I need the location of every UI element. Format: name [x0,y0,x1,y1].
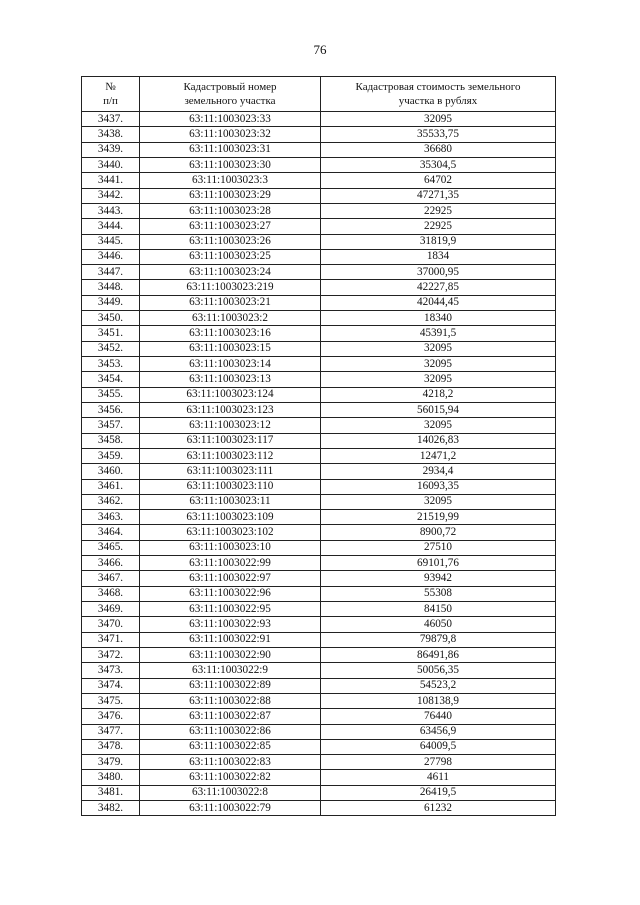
header-cadastral-number-line2: земельного участка [184,95,276,107]
cell-cadastral-value: 32095 [321,357,556,372]
header-cadastral-value-line2: участка в рублях [398,95,478,107]
cell-row-number: 3444. [82,219,140,234]
cell-row-number: 3437. [82,112,140,127]
cell-row-number: 3476. [82,709,140,724]
table-row [82,157,556,172]
cell-cadastral-number: 63:11:1003022:85 [140,739,321,754]
cell-cadastral-number: 63:11:1003023:15 [140,341,321,356]
table-row [82,234,556,249]
cell-row-number: 3479. [82,755,140,770]
table-row [82,494,556,509]
cell-cadastral-number: 63:11:1003022:82 [140,770,321,785]
cell-cadastral-number: 63:11:1003023:31 [140,142,321,157]
cell-cadastral-value: 35533,75 [321,127,556,142]
table-row [82,219,556,234]
cell-row-number: 3475. [82,693,140,708]
cell-row-number: 3456. [82,402,140,417]
cell-row-number: 3446. [82,249,140,264]
cell-cadastral-number: 63:11:1003023:25 [140,249,321,264]
cell-cadastral-value: 108138,9 [321,693,556,708]
table-row [82,203,556,218]
table-row [82,571,556,586]
header-cadastral-number-line1: Кадастровый номер [183,81,277,93]
table-row [82,188,556,203]
cell-cadastral-value: 12471,2 [321,448,556,463]
cell-cadastral-number: 63:11:1003023:30 [140,157,321,172]
cell-row-number: 3468. [82,586,140,601]
table-row [82,510,556,525]
cell-cadastral-number: 63:11:1003022:79 [140,801,321,816]
cell-cadastral-number: 63:11:1003023:219 [140,280,321,295]
table-row [82,724,556,739]
cell-cadastral-value: 37000,95 [321,265,556,280]
table-row [82,341,556,356]
table-row [82,556,556,571]
cell-cadastral-number: 63:11:1003022:99 [140,556,321,571]
table-row [82,755,556,770]
cell-cadastral-value: 76440 [321,709,556,724]
table-row [82,540,556,555]
cell-row-number: 3480. [82,770,140,785]
cell-row-number: 3458. [82,433,140,448]
cell-row-number: 3440. [82,157,140,172]
cell-cadastral-value: 4611 [321,770,556,785]
header-row-number-line1: № [105,81,116,93]
cell-cadastral-number: 63:11:1003023:117 [140,433,321,448]
cell-cadastral-number: 63:11:1003022:9 [140,663,321,678]
cell-cadastral-number: 63:11:1003023:109 [140,510,321,525]
table-row [82,617,556,632]
table-row [82,372,556,387]
cell-cadastral-number: 63:11:1003022:89 [140,678,321,693]
cell-cadastral-value: 2934,4 [321,464,556,479]
cell-row-number: 3443. [82,203,140,218]
cell-row-number: 3472. [82,647,140,662]
cell-row-number: 3482. [82,801,140,816]
cell-cadastral-number: 63:11:1003023:12 [140,418,321,433]
cell-row-number: 3441. [82,173,140,188]
cell-row-number: 3439. [82,142,140,157]
cell-cadastral-value: 42227,85 [321,280,556,295]
table-row [82,632,556,647]
table-row [82,295,556,310]
cell-row-number: 3467. [82,571,140,586]
table-row [82,739,556,754]
cell-cadastral-number: 63:11:1003022:95 [140,602,321,617]
cell-cadastral-number: 63:11:1003023:110 [140,479,321,494]
cell-row-number: 3462. [82,494,140,509]
cell-cadastral-value: 32095 [321,112,556,127]
header-row [82,77,556,112]
table-row [82,663,556,678]
cell-cadastral-number: 63:11:1003023:32 [140,127,321,142]
cell-row-number: 3442. [82,188,140,203]
cell-cadastral-value: 64702 [321,173,556,188]
table-row [82,586,556,601]
table-row [82,387,556,402]
table-row [82,785,556,800]
cell-row-number: 3455. [82,387,140,402]
cell-cadastral-value: 27798 [321,755,556,770]
cell-cadastral-number: 63:11:1003023:3 [140,173,321,188]
cell-cadastral-number: 63:11:1003023:27 [140,219,321,234]
table-row [82,693,556,708]
cell-cadastral-number: 63:11:1003023:123 [140,402,321,417]
cell-cadastral-number: 63:11:1003022:96 [140,586,321,601]
table-row [82,770,556,785]
cell-row-number: 3445. [82,234,140,249]
cell-cadastral-number: 63:11:1003022:91 [140,632,321,647]
cell-row-number: 3457. [82,418,140,433]
table-row [82,265,556,280]
cell-row-number: 3466. [82,556,140,571]
table-row [82,402,556,417]
cell-cadastral-value: 46050 [321,617,556,632]
page-number: 76 [313,42,327,57]
table-row [82,525,556,540]
cell-row-number: 3478. [82,739,140,754]
cell-cadastral-number: 63:11:1003023:124 [140,387,321,402]
cell-cadastral-number: 63:11:1003023:29 [140,188,321,203]
table-row [82,678,556,693]
cell-cadastral-value: 84150 [321,602,556,617]
cell-cadastral-number: 63:11:1003023:112 [140,448,321,463]
table-row [82,326,556,341]
cell-cadastral-value: 32095 [321,494,556,509]
table-row [82,357,556,372]
table-row [82,433,556,448]
table-row [82,448,556,463]
header-row-number-line2: п/п [103,95,118,107]
header-cadastral-value [321,77,556,112]
cell-cadastral-number: 63:11:1003023:21 [140,295,321,310]
cell-row-number: 3447. [82,265,140,280]
cell-cadastral-value: 86491,86 [321,647,556,662]
cell-cadastral-value: 27510 [321,540,556,555]
cell-row-number: 3448. [82,280,140,295]
cell-row-number: 3471. [82,632,140,647]
cell-row-number: 3463. [82,510,140,525]
cell-cadastral-number: 63:11:1003023:11 [140,494,321,509]
table-header [82,77,556,112]
cell-cadastral-value: 42044,45 [321,295,556,310]
cell-row-number: 3473. [82,663,140,678]
cell-cadastral-value: 4218,2 [321,387,556,402]
cell-cadastral-value: 55308 [321,586,556,601]
cell-cadastral-number: 63:11:1003023:102 [140,525,321,540]
cell-cadastral-number: 63:11:1003022:87 [140,709,321,724]
cell-cadastral-value: 31819,9 [321,234,556,249]
cell-cadastral-value: 64009,5 [321,739,556,754]
cell-cadastral-number: 63:11:1003023:10 [140,540,321,555]
cell-cadastral-value: 61232 [321,801,556,816]
cell-cadastral-value: 36680 [321,142,556,157]
table-row [82,801,556,816]
table-row [82,142,556,157]
cell-cadastral-number: 63:11:1003023:111 [140,464,321,479]
cell-row-number: 3450. [82,311,140,326]
table-row [82,249,556,264]
cell-cadastral-number: 63:11:1003023:33 [140,112,321,127]
cell-row-number: 3464. [82,525,140,540]
cell-cadastral-value: 47271,35 [321,188,556,203]
cell-row-number: 3465. [82,540,140,555]
cell-row-number: 3481. [82,785,140,800]
header-cadastral-value-line1: Кадастровая стоимость земельного [355,81,521,93]
table-row [82,602,556,617]
table-row [82,647,556,662]
table-row [82,112,556,127]
table-row [82,311,556,326]
cell-cadastral-number: 63:11:1003022:90 [140,647,321,662]
cell-cadastral-value: 8900,72 [321,525,556,540]
cell-cadastral-value: 14026,83 [321,433,556,448]
table-row [82,479,556,494]
cell-cadastral-value: 93942 [321,571,556,586]
cell-row-number: 3460. [82,464,140,479]
cell-cadastral-value: 63456,9 [321,724,556,739]
cell-cadastral-value: 32095 [321,372,556,387]
cell-cadastral-value: 1834 [321,249,556,264]
cell-cadastral-number: 63:11:1003023:2 [140,311,321,326]
cell-cadastral-number: 63:11:1003022:83 [140,755,321,770]
table-row [82,418,556,433]
header-row-number [82,77,140,112]
cell-cadastral-value: 16093,35 [321,479,556,494]
cell-row-number: 3454. [82,372,140,387]
table-row [82,464,556,479]
table-row [82,280,556,295]
cell-row-number: 3438. [82,127,140,142]
cell-cadastral-value: 18340 [321,311,556,326]
cell-cadastral-value: 35304,5 [321,157,556,172]
cell-cadastral-value: 45391,5 [321,326,556,341]
cell-cadastral-number: 63:11:1003023:26 [140,234,321,249]
cell-cadastral-value: 26419,5 [321,785,556,800]
cell-row-number: 3451. [82,326,140,341]
cell-row-number: 3469. [82,602,140,617]
table-row [82,127,556,142]
cell-cadastral-number: 63:11:1003023:28 [140,203,321,218]
cell-cadastral-value: 50056,35 [321,663,556,678]
cell-row-number: 3449. [82,295,140,310]
cell-cadastral-number: 63:11:1003022:8 [140,785,321,800]
header-cadastral-number [140,77,321,112]
cell-cadastral-number: 63:11:1003022:93 [140,617,321,632]
cell-cadastral-value: 32095 [321,341,556,356]
cell-cadastral-number: 63:11:1003023:13 [140,372,321,387]
cell-cadastral-number: 63:11:1003023:16 [140,326,321,341]
cadastral-value-table [81,76,556,816]
cell-cadastral-number: 63:11:1003023:24 [140,265,321,280]
cell-cadastral-value: 79879,8 [321,632,556,647]
cell-row-number: 3461. [82,479,140,494]
cell-cadastral-value: 56015,94 [321,402,556,417]
cell-row-number: 3470. [82,617,140,632]
cell-cadastral-value: 54523,2 [321,678,556,693]
cell-cadastral-number: 63:11:1003022:86 [140,724,321,739]
cell-cadastral-number: 63:11:1003022:97 [140,571,321,586]
cell-cadastral-value: 22925 [321,203,556,218]
cell-row-number: 3474. [82,678,140,693]
cell-row-number: 3477. [82,724,140,739]
cell-row-number: 3459. [82,448,140,463]
table-row [82,173,556,188]
cell-cadastral-value: 21519,99 [321,510,556,525]
cell-row-number: 3452. [82,341,140,356]
cell-row-number: 3453. [82,357,140,372]
cell-cadastral-value: 22925 [321,219,556,234]
table-body [82,112,556,816]
cell-cadastral-number: 63:11:1003023:14 [140,357,321,372]
cell-cadastral-value: 69101,76 [321,556,556,571]
cell-cadastral-value: 32095 [321,418,556,433]
cell-cadastral-number: 63:11:1003022:88 [140,693,321,708]
table-row [82,709,556,724]
